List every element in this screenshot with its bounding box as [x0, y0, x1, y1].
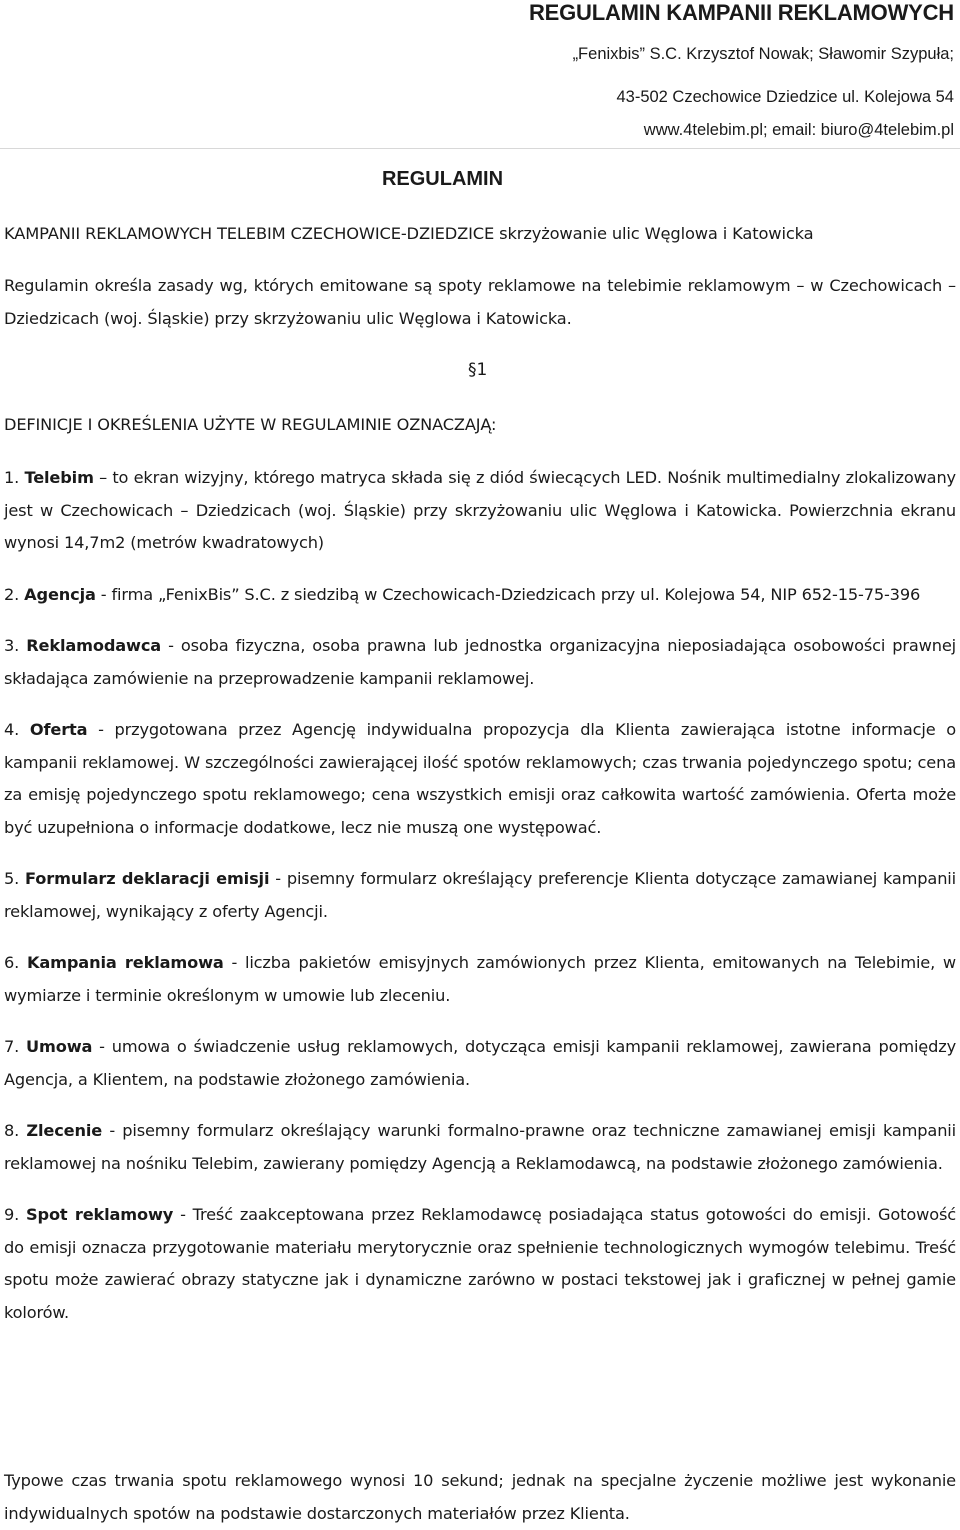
- definition-term: Telebim: [24, 468, 94, 487]
- definition-number: 6.: [4, 953, 20, 972]
- intro-paragraph: Regulamin określa zasady wg, których emitowane są spoty reklamowe na telebimie reklamowym – w Czechowicach – Dziedzicach (woj. Śląskie) przy skrzyżowaniu ulic Węglowa i Katowicka.: [4, 276, 956, 328]
- definition-text: - liczba pakietów emisyjnych zamówionych przez Klienta, emitowanych na Telebimie, w wymiarze i terminie określonym w umowie lub zleceniu.: [4, 953, 957, 1005]
- company-address: 43-502 Czechowice Dziedzice ul. Kolejowa 54: [616, 88, 954, 106]
- document-title: REGULAMIN KAMPANII REKLAMOWYCH: [528, 0, 954, 25]
- header-divider: [0, 148, 960, 149]
- definition-text: - pisemny formularz określający preferencje Klienta dotyczące zamawianej kampanii reklamowej, wynikający z oferty Agencji.: [4, 869, 956, 921]
- regulation-heading: REGULAMIN: [381, 168, 504, 190]
- definition-text: – to ekran wizyjny, którego matryca składa się z diód świecących LED. Nośnik multimedialny zlokalizowany jest w Czechowicach – Dziedzicach (woj. Śląskie) przy skrzyżowaniu ulic Węglowa i Katowicka. Powierzchnia ekranu wynosi 14,7m2 (metrów kwadratowych): [4, 468, 956, 552]
- closing-paragraph: Typowe czas trwania spotu reklamowego wynosi 10 sekund; jednak na specjalne życzenie możliwe jest wykonanie indywidualnych spotów na podstawie dostarczonych materiałów przez Klienta.: [4, 1471, 956, 1523]
- definitions-heading: DEFINICJE I OKREŚLENIA UŻYTE W REGULAMINIE OZNACZAJĄ:: [4, 415, 497, 434]
- definition-item: [4, 714, 956, 844]
- definition-term: Oferta: [29, 720, 88, 739]
- definition-text: - przygotowana przez Agencję indywidualna propozycja dla Klienta zawierająca istotne informacje o kampanii reklamowej. W szczególności zawierającej ilość spotów reklamowych; czas trwania pojedynczego spotu; cena za emisję pojedynczego spotu reklamowego; cena wszystkich emisji oraz całkowita wartość zamówienia. Oferta może być uzupełniona o informacje dodatkowe, lecz nie muszą one występować.: [4, 720, 956, 837]
- definition-item: [4, 462, 956, 560]
- definition-term: Reklamodawca: [26, 636, 162, 655]
- definition-term: Umowa: [26, 1037, 93, 1056]
- definition-item: [4, 947, 956, 1012]
- definition-number: 1.: [4, 468, 20, 487]
- definition-term: Agencja: [24, 584, 96, 604]
- section-mark: §1: [468, 360, 488, 380]
- definition-item: [4, 1115, 956, 1180]
- definition-item: [4, 1031, 956, 1096]
- definition-item: [4, 1199, 956, 1329]
- definition-text: - osoba fizyczna, osoba prawna lub jednostka organizacyjna nieposiadająca osobowości prawnej składająca zamówienie na przeprowadzenie kampanii reklamowej.: [4, 636, 956, 688]
- definition-term: Formularz deklaracji emisji: [25, 869, 270, 888]
- company-contact: www.4telebim.pl; email: biuro@4telebim.pl: [643, 121, 954, 139]
- definition-number: 4.: [4, 720, 20, 739]
- campaign-title: KAMPANII REKLAMOWYCH TELEBIM CZECHOWICE-DZIEDZICE skrzyżowanie ulic Węglowa i Katowicka: [4, 224, 814, 243]
- definition-text: - firma „FenixBis” S.C. z siedzibą w Czechowicach-Dziedzicach przy ul. Kolejowa 54, NIP 652-15-75-396: [95, 584, 921, 604]
- company-name: „Fenixbis” S.C. Krzysztof Nowak; Sławomir Szypuła;: [572, 45, 954, 63]
- definition-item: [4, 579, 956, 612]
- definitions-list: [4, 462, 956, 1348]
- definition-item: [4, 863, 956, 928]
- definition-text: - pisemny formularz określający warunki formalno-prawne oraz techniczne zamawianej emisji kampanii reklamowej na nośniku Telebim, zawierany pomiędzy Agencją a Reklamodawcą, na podstawie złożonego zamówienia.: [4, 1121, 956, 1173]
- definition-text: - Treść zaakceptowana przez Reklamodawcę posiadająca status gotowości do emisji. Gotowość do emisji oznacza przygotowanie materiału merytorycznie oraz spełnienie technologicznych wymogów telebimu. Treść spotu może zawierać obrazy statyczne jak i dynamiczne zarówno w postaci tekstowej jak i graficznej w pełnej gamie kolorów.: [4, 1205, 956, 1322]
- definition-item: [4, 630, 956, 695]
- definition-number: 8.: [4, 1121, 20, 1140]
- definition-number: 2.: [4, 584, 20, 604]
- definition-term: Kampania reklamowa: [26, 953, 224, 972]
- definition-term: Spot reklamowy: [26, 1205, 174, 1224]
- definition-term: Zlecenie: [26, 1121, 103, 1140]
- definition-number: 5.: [4, 869, 20, 888]
- definition-text: - umowa o świadczenie usług reklamowych, dotycząca emisji kampanii reklamowej, zawierana pomiędzy Agencja, a Klientem, na podstawie złożonego zamówienia.: [4, 1037, 956, 1089]
- definition-number: 3.: [4, 636, 20, 655]
- definition-number: 7.: [4, 1037, 20, 1056]
- definition-number: 9.: [4, 1205, 20, 1224]
